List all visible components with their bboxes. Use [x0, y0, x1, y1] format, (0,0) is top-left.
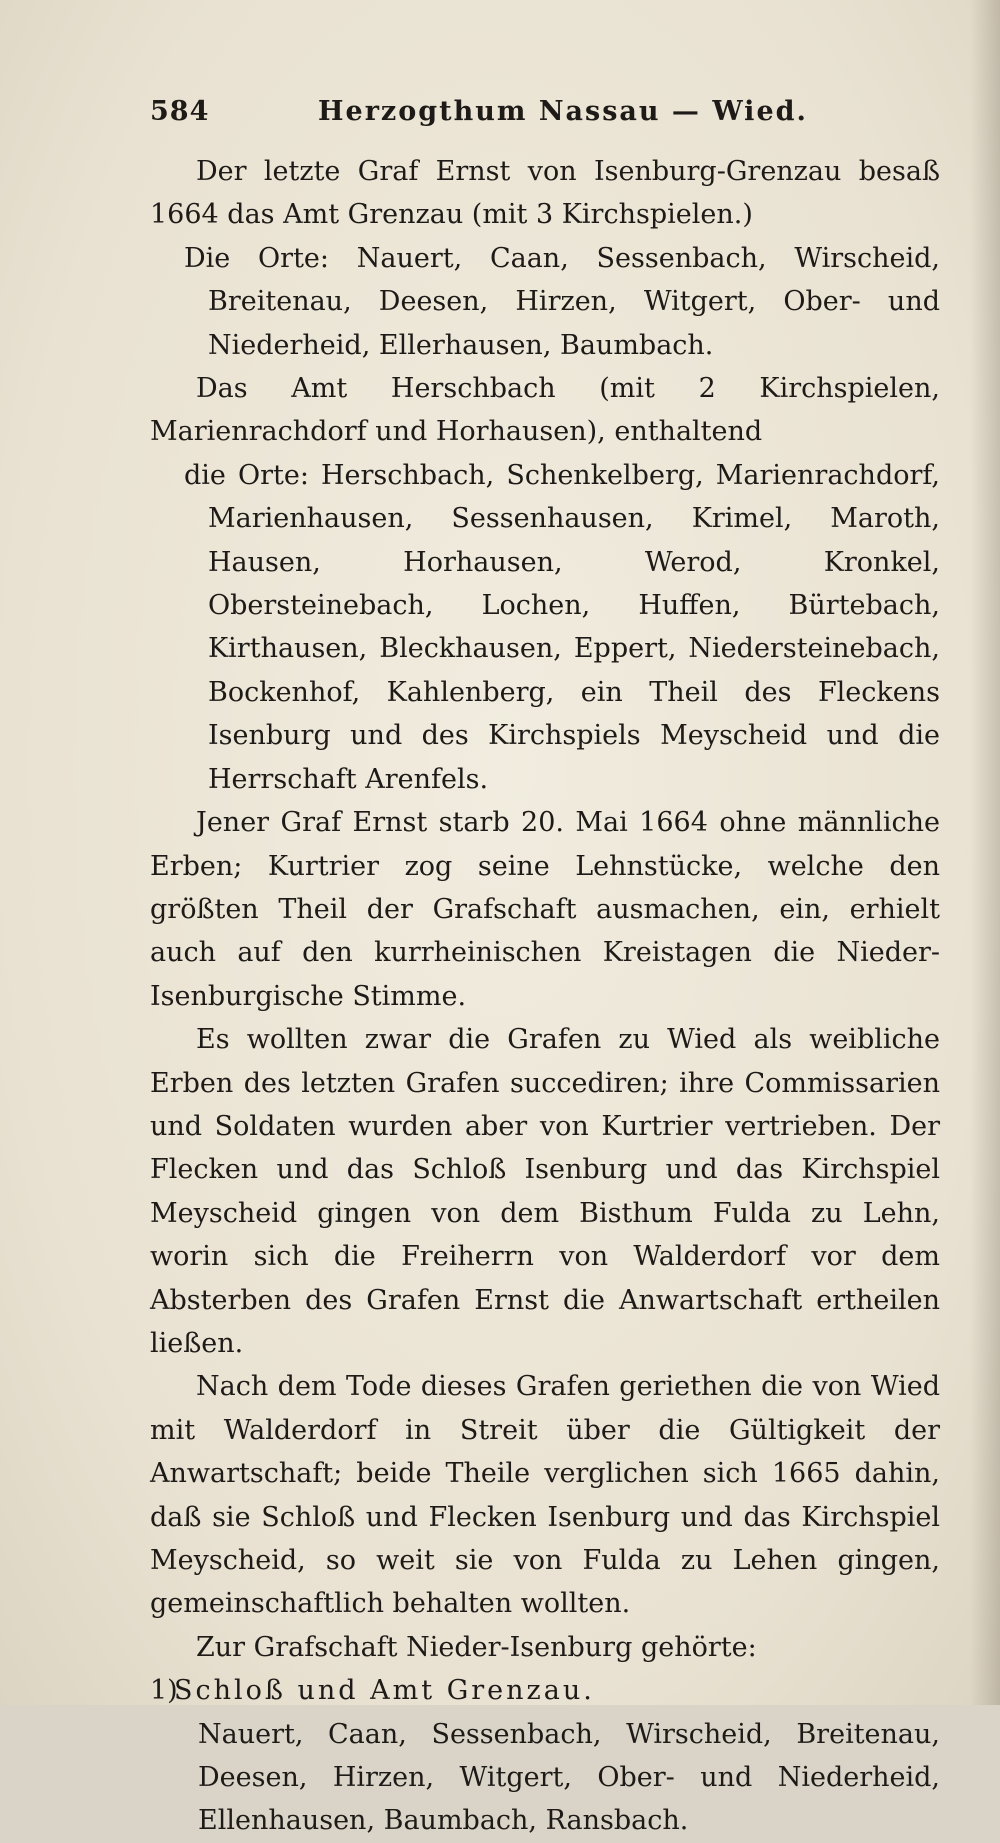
list-item-heading — [150, 1669, 940, 1712]
page-edge-shadow — [970, 0, 1000, 1705]
list-item-number: 1) — [150, 1675, 178, 1707]
place-list-herschbach: die Orte: Herschbach, Schenkelberg, Marienrachdorf, Marienhausen, Sessenhausen, Krimel, Maroth, Hausen, Horhausen, Werod, Kronkel, Obersteinebach, Lochen, Huffen, Bürtebach, Kirthausen, Bleckhausen, Eppert, Niedersteinebach, Bockenhof, Kahlenberg, ein Theil des Fleckens Isenburg und des Kirchspiels Meyscheid und die Herrschaft Arenfels. — [184, 459, 940, 795]
running-title: Herzogthum Nassau — Wied. — [318, 96, 808, 127]
paragraph-herschbach: Das Amt Herschbach (mit 2 Kirchspielen, Marienrachdorf und Horhausen), enthaltend — [150, 373, 940, 448]
paragraph-dispute: Nach dem Tode dieses Grafen geriethen die von Wied mit Walderdorf in Streit über die Gültigkeit der Anwartschaft; beide Theile verglichen sich 1665 dahin, daß sie Schloß und Flecken Isenburg und das Kirchspiel Meyscheid, so weit sie von Fulda zu Lehen gingen, gemeinschaftlich behalten wollten. — [150, 1371, 940, 1620]
paragraph-1: Der letzte Graf Ernst von Isenburg-Grenzau besaß 1664 das Amt Grenzau (mit 3 Kirchspielen.) — [150, 156, 940, 231]
paragraph-grafschaft: Zur Grafschaft Nieder-Isenburg gehörte: — [196, 1631, 757, 1663]
paragraph-wied-succession: Es wollten zwar die Grafen zu Wied als weibliche Erben des letzten Grafen succediren; ihre Commissarien und Soldaten wurden aber von Kurtrier vertrieben. Der Flecken und das Schloß Isenburg und das Kirchspiel Meyscheid gingen von dem Bisthum Fulda zu Lehn, worin sich die Freiherrn von Walderdorf vor dem Absterben des Grafen Ernst die Anwartschaft ertheilen ließen. — [150, 1024, 940, 1359]
list-item-places: Nauert, Caan, Sessenbach, Wirscheid, Breitenau, Deesen, Hirzen, Witgert, Ober- und Niederheid, Ellenhausen, Baumbach, Ransbach. — [198, 1718, 940, 1837]
page-number: 584 — [150, 96, 210, 127]
list-item-title: Schloß und Amt Grenzau. — [174, 1675, 595, 1707]
page-header — [150, 90, 940, 140]
place-list-grenzau: Die Orte: Nauert, Caan, Sessenbach, Wirscheid, Breitenau, Deesen, Hirzen, Witgert, Ober- und Niederheid, Ellerhausen, Baumbach. — [184, 242, 940, 361]
paragraph-ernst-death: Jener Graf Ernst starb 20. Mai 1664 ohne männliche Erben; Kurtrier zog seine Lehnstücke, welche den größten Theil der Grafschaft ausmachen, ein, erhielt auch auf den kurrheinischen Kreistagen die Nieder-Isenburgische Stimme. — [150, 807, 940, 1012]
page-text-block — [150, 90, 940, 1843]
